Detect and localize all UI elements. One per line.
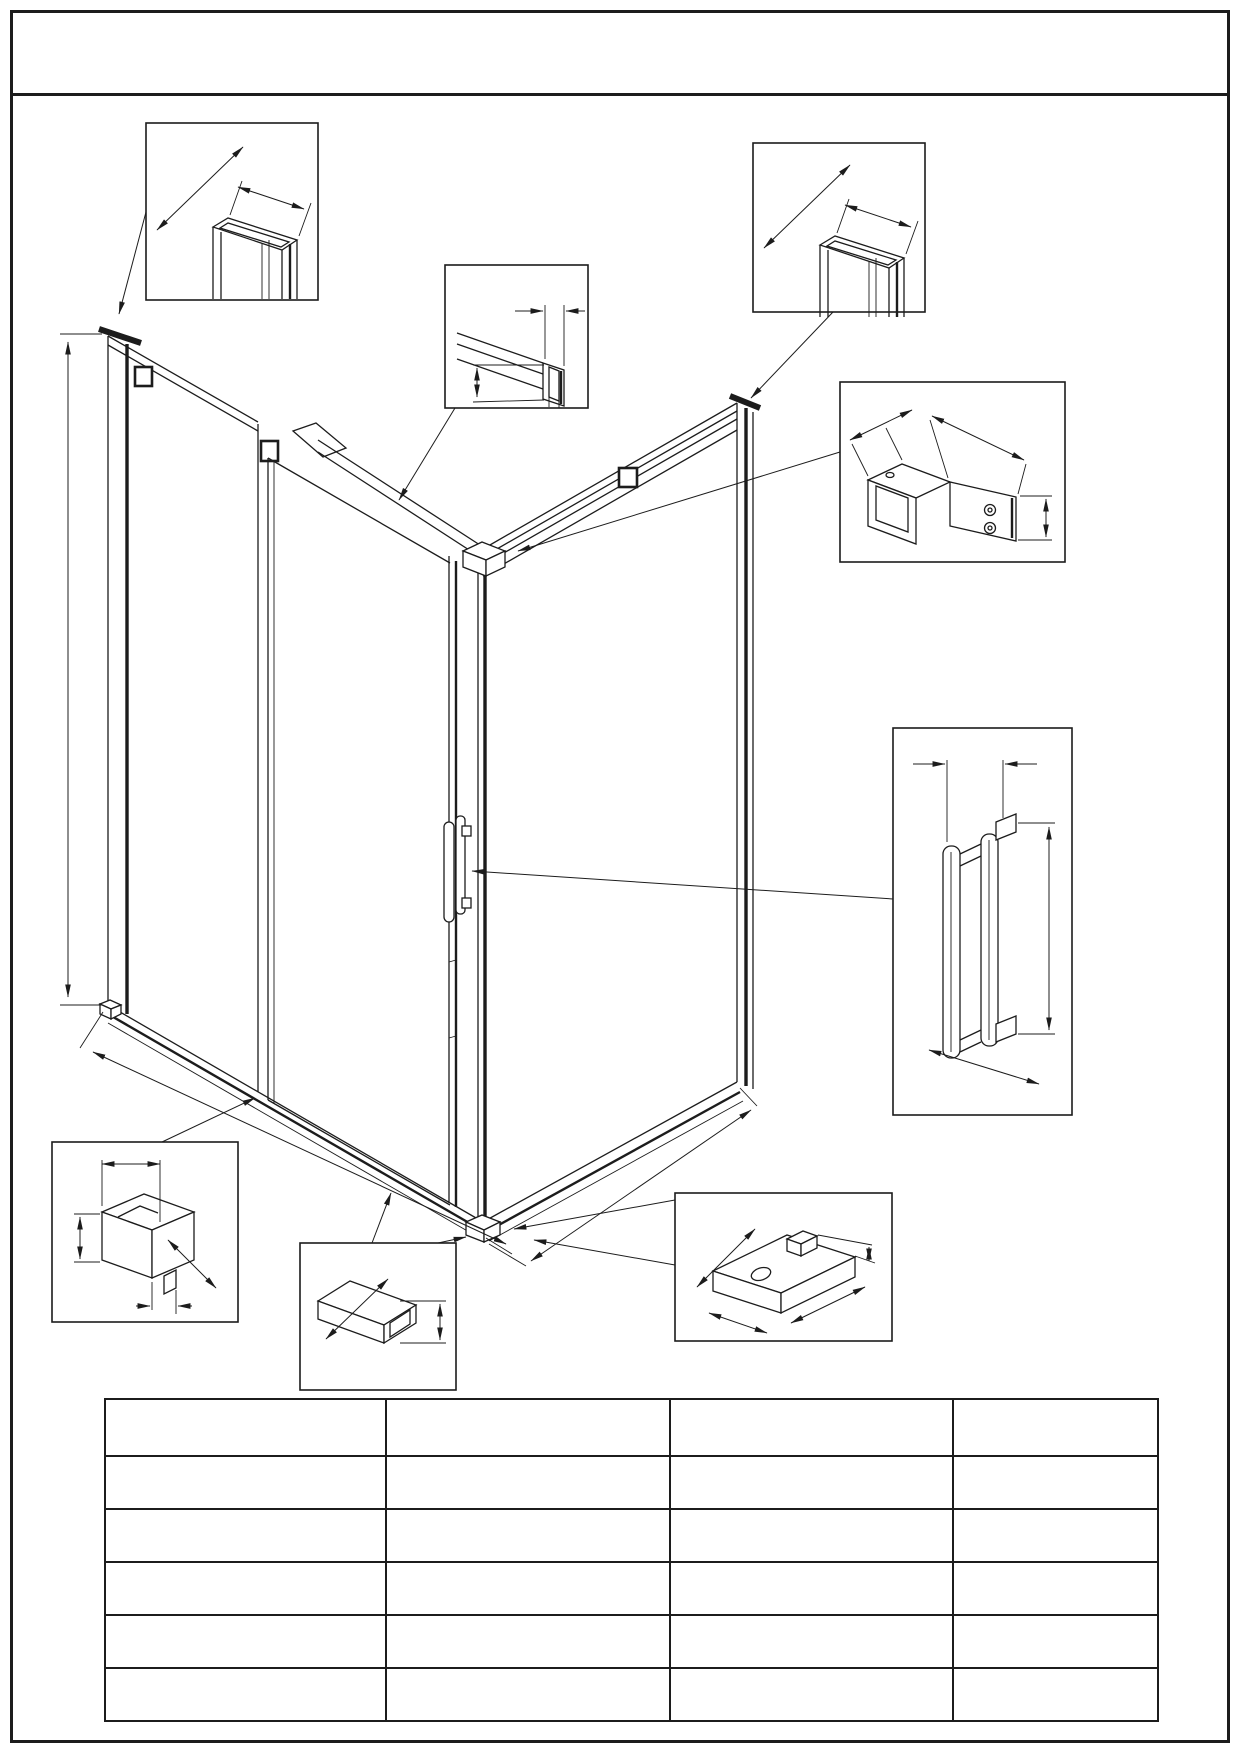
col-header-a-mm	[386, 1399, 670, 1456]
table-row	[105, 1456, 1158, 1509]
top-support-bar	[293, 423, 483, 559]
corner-post	[478, 547, 485, 1228]
left-glass-panel	[99, 329, 278, 1092]
glass-clamp	[619, 468, 637, 487]
detail-foot-bracket	[675, 1193, 892, 1341]
glass-clamp	[261, 441, 278, 461]
detail-wall-profile-left	[146, 123, 318, 300]
detail-wall-profile-right	[753, 143, 925, 317]
height-dimension	[60, 334, 102, 1005]
detail-top-bar-profile	[445, 265, 588, 408]
pivot-door	[268, 458, 456, 1207]
col-header-b-mm	[953, 1399, 1158, 1456]
glass-clamp	[135, 367, 152, 386]
size-table-header-row	[105, 1399, 1158, 1456]
detail-corner-block	[52, 1142, 238, 1322]
table-row	[105, 1615, 1158, 1668]
table-row	[105, 1509, 1158, 1562]
detail-handle	[893, 728, 1072, 1115]
table-row	[105, 1668, 1158, 1721]
col-header-nominal-size-b	[670, 1399, 953, 1456]
corner-bracket-top	[463, 542, 505, 576]
col-header-nominal-size-a	[105, 1399, 386, 1456]
table-row	[105, 1562, 1158, 1615]
right-glass-panel	[483, 396, 760, 1241]
detail-corner-bracket	[840, 382, 1065, 562]
size-table	[104, 1398, 1159, 1722]
detail-bottom-profile	[300, 1243, 456, 1390]
door-handle	[444, 816, 471, 922]
